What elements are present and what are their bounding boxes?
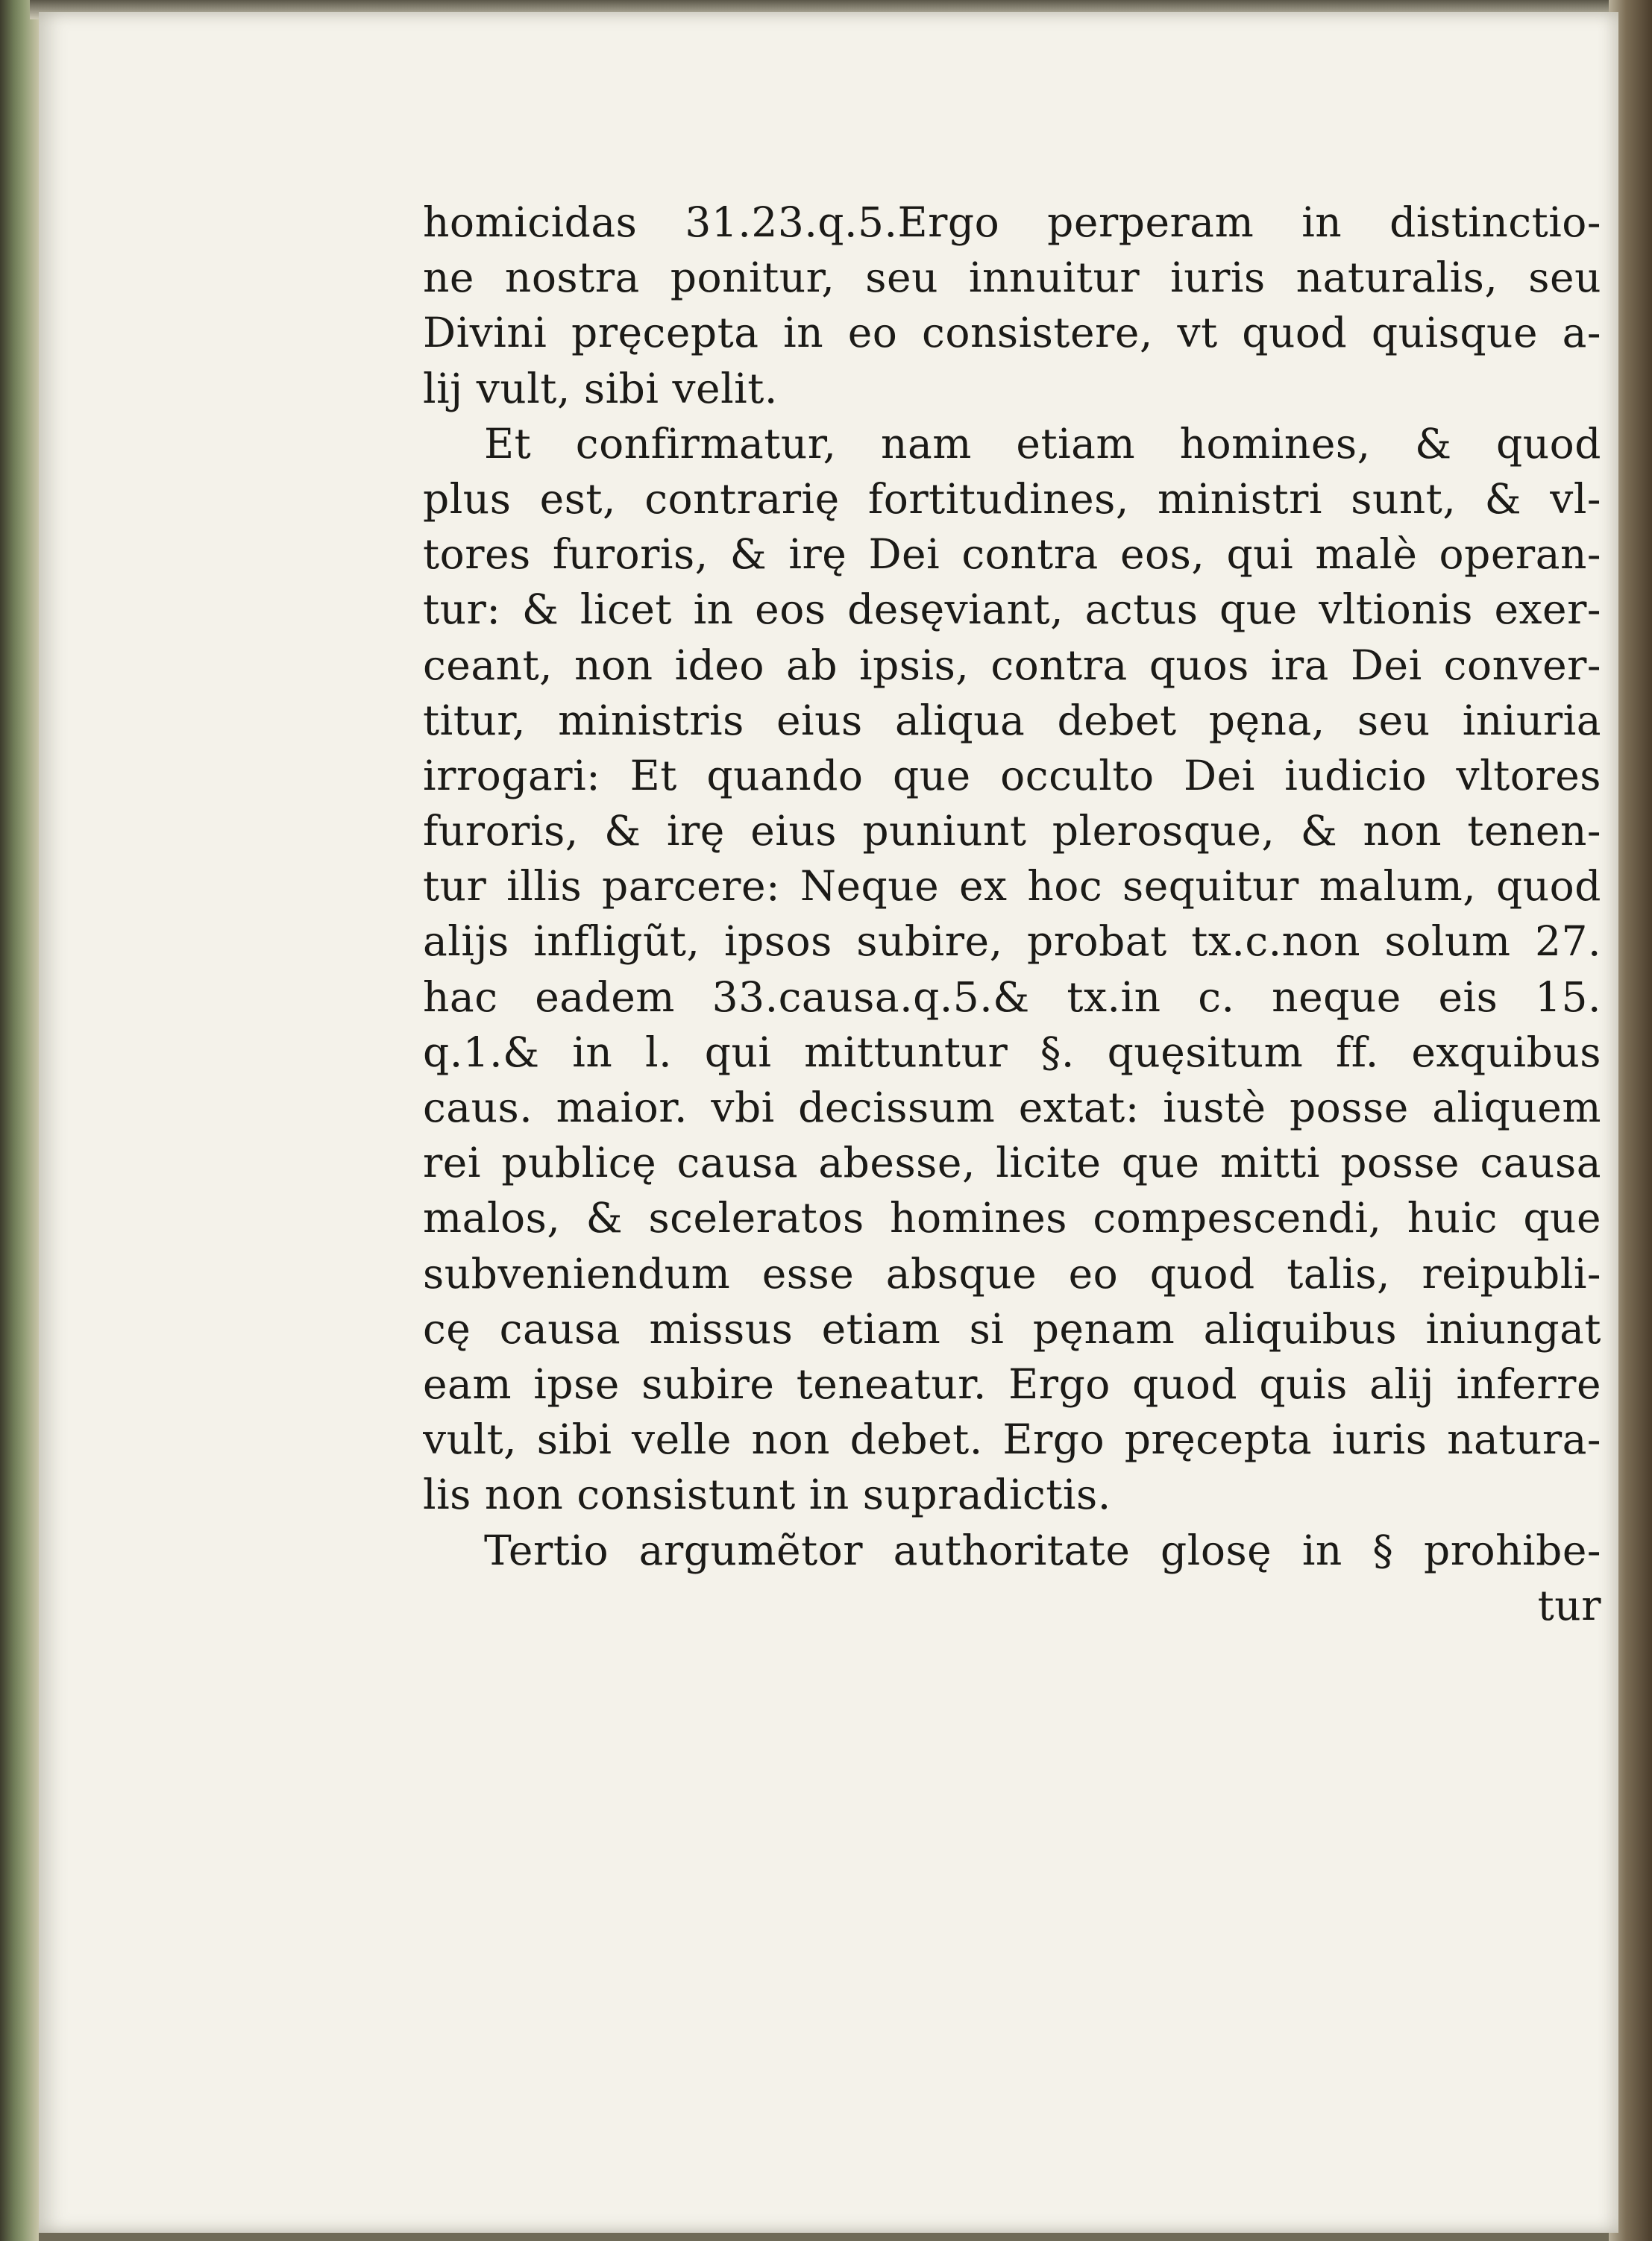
- text-line: tur: & licet in eos desęviant, actus que vltionis exer-: [423, 585, 1601, 634]
- catchword: tur: [1537, 1581, 1601, 1629]
- book-binding-left: [0, 0, 39, 2241]
- text-line: hac eadem 33.causa.q.5.& tx.in c. neque eis 15.: [423, 972, 1601, 1021]
- text-line: ne nostra ponitur, seu innuitur iuris naturalis, seu: [423, 254, 1601, 302]
- text-line: Divini pręcepta in eo consistere, vt quod quisque a-: [423, 309, 1601, 357]
- text-line: cę causa missus etiam si pęnam aliquibus iniungat: [423, 1304, 1601, 1353]
- text-line: subveniendum esse absque eo quod talis, reipubli-: [423, 1249, 1601, 1298]
- text-line: eam ipse subire teneatur. Ergo quod quis alij inferre: [423, 1360, 1601, 1408]
- paragraph-start-line: Et confirmatur, nam etiam homines, & quod: [484, 419, 1601, 468]
- text-line: q.1.& in l. qui mittuntur §. quęsitum ff. exquibus: [423, 1028, 1601, 1076]
- text-line: tores furoris, & irę Dei contra eos, qui malè operan-: [423, 530, 1601, 579]
- text-line: alijs infligũt, ipsos subire, probat tx.c.non solum 27.: [423, 917, 1601, 966]
- text-line: lis non consistunt in supradictis.: [423, 1471, 1111, 1519]
- text-line: tur illis parcere: Neque ex hoc sequitur malum, quod: [423, 862, 1601, 911]
- book-page: [39, 12, 1618, 2233]
- text-block: [423, 195, 1601, 1633]
- paragraph-start-line: Tertio argumẽtor authoritate glosę in § prohibe-: [484, 1526, 1601, 1574]
- text-line: plus est, contrarię fortitudines, ministri sunt, & vl-: [423, 474, 1601, 523]
- text-line: ceant, non ideo ab ipsis, contra quos ira Dei conver-: [423, 641, 1601, 689]
- text-line: lij vult, sibi velit.: [423, 364, 778, 412]
- text-line: homicidas 31.23.q.5.Ergo perperam in distinctio-: [423, 198, 1601, 246]
- text-line: caus. maior. vbi decissum extat: iustè posse aliquem: [423, 1084, 1601, 1131]
- text-line: irrogari: Et quando que occulto Dei iudicio vltores: [423, 751, 1601, 799]
- text-line: rei publicę causa abesse, licite que mitti posse causa: [423, 1139, 1601, 1187]
- text-line: malos, & sceleratos homines compescendi, huic que: [423, 1194, 1601, 1242]
- text-line: vult, sibi velle non debet. Ergo pręcepta iuris natura-: [423, 1415, 1601, 1464]
- text-line: titur, ministris eius aliqua debet pęna, seu iniuria: [423, 696, 1601, 744]
- text-line: furoris, & irę eius puniunt plerosque, & non tenen-: [423, 807, 1601, 855]
